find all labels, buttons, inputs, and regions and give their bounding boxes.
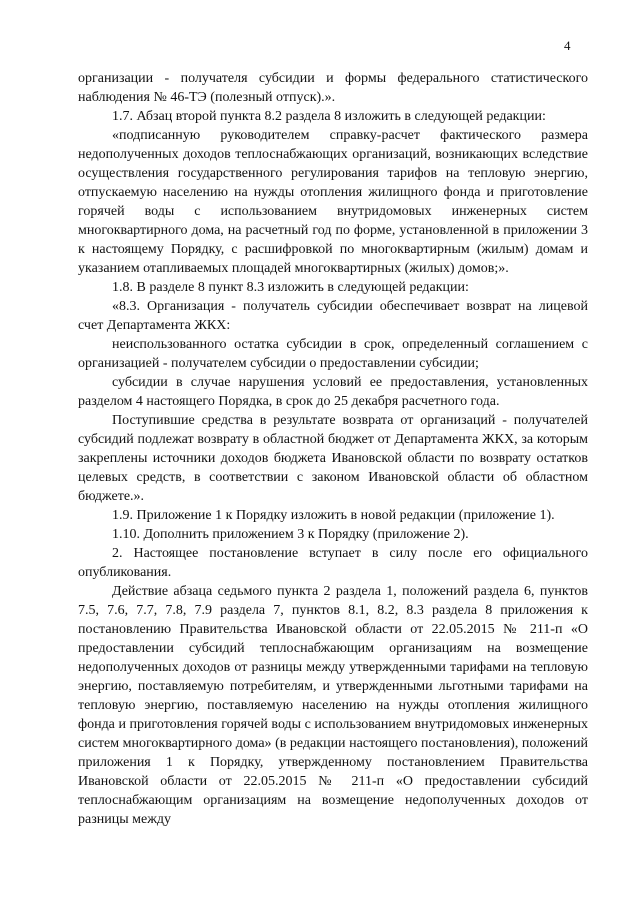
- paragraph-violation: субсидии в случае нарушения условий ее предоставления, установленных разделом 4 настоящего Порядка, в срок до 25 декабря расчетного года.: [78, 375, 588, 409]
- paragraph-1-10: 1.10. Дополнить приложением 3 к Порядку (приложение 2).: [112, 527, 469, 542]
- paragraph-1-9: 1.9. Приложение 1 к Порядку изложить в новой редакции (приложение 1).: [112, 508, 555, 523]
- paragraph-continuation: организации - получателя субсидии и формы федерального статистического наблюдения № 46-ТЭ (полезный отпуск).».: [78, 71, 588, 105]
- paragraph-returned-funds: Поступившие средства в результате возврата от организаций - получателей субсидий подлежат возврату в областной бюджет от Департамента ЖКХ, за которым закреплены источники доходов бюджета Ивановской области по возврату остатков целевых средств, в соответствии с законом Ивановской области об областном бюджете.».: [78, 413, 588, 504]
- page-number: 4: [564, 38, 571, 53]
- paragraph-effect: Действие абзаца седьмого пункта 2 раздела 1, положений раздела 6, пунктов 7.5, 7.6, 7.7, 7.8, 7.9 раздела 7, пунктов 8.1, 8.2, 8.3 раздела 8 приложения к постановлению Правительства Ивановской области от 22.05.2015 № 211-п «О предоставлении субсидий теплоснабжающим организациям на возмещение недополученных доходов от разницы между утвержденными тарифами на тепловую энергию, поставляемую потребителям, и утвержденными льготными тарифами на тепловую энергию, поставляемую населению на нужды отопления жилищного фонда и приготовления горячей воды с использованием внутридомовых инженерных систем многоквартирного дома» (в редакции настоящего постановления), положений приложения 1 к Порядку, утвержденному постановлением Правительства Ивановской области от 22.05.2015 № 211-п «О предоставлении субсидий теплоснабжающим организациям на возмещение недополученных доходов от разницы между: [78, 584, 588, 827]
- document-body: [78, 69, 588, 829]
- paragraph-quote-8-3: «8.3. Организация - получатель субсидии обеспечивает возврат на лицевой счет Департамента ЖКХ:: [78, 299, 588, 333]
- paragraph-2: 2. Настоящее постановление вступает в силу после его официального опубликования.: [78, 546, 588, 580]
- paragraph-unused-remainder: неиспользованного остатка субсидии в срок, определенный соглашением с организацией - получателем субсидии о предоставлении субсидии;: [78, 337, 588, 371]
- paragraph-1-8: 1.8. В разделе 8 пункт 8.3 изложить в следующей редакции:: [112, 280, 469, 295]
- paragraph-1-7: 1.7. Абзац второй пункта 8.2 раздела 8 изложить в следующей редакции:: [112, 109, 546, 124]
- paragraph-quote-8-2: «подписанную руководителем справку-расчет фактического размера недополученных доходов теплоснабжающих организаций, возникающих вследствие осуществления государственного регулирования тарифов на тепловую энергию, отпускаемую населению на нужды отопления жилищного фонда и приготовление горячей воды с использованием внутридомовых инженерных систем многоквартирного дома, на расчетный год по форме, установленной в приложении 3 к настоящему Порядку, с расшифровкой по многоквартирным (жилым) домам и указанием отапливаемых площадей многоквартирных (жилых) домов;».: [78, 128, 588, 276]
